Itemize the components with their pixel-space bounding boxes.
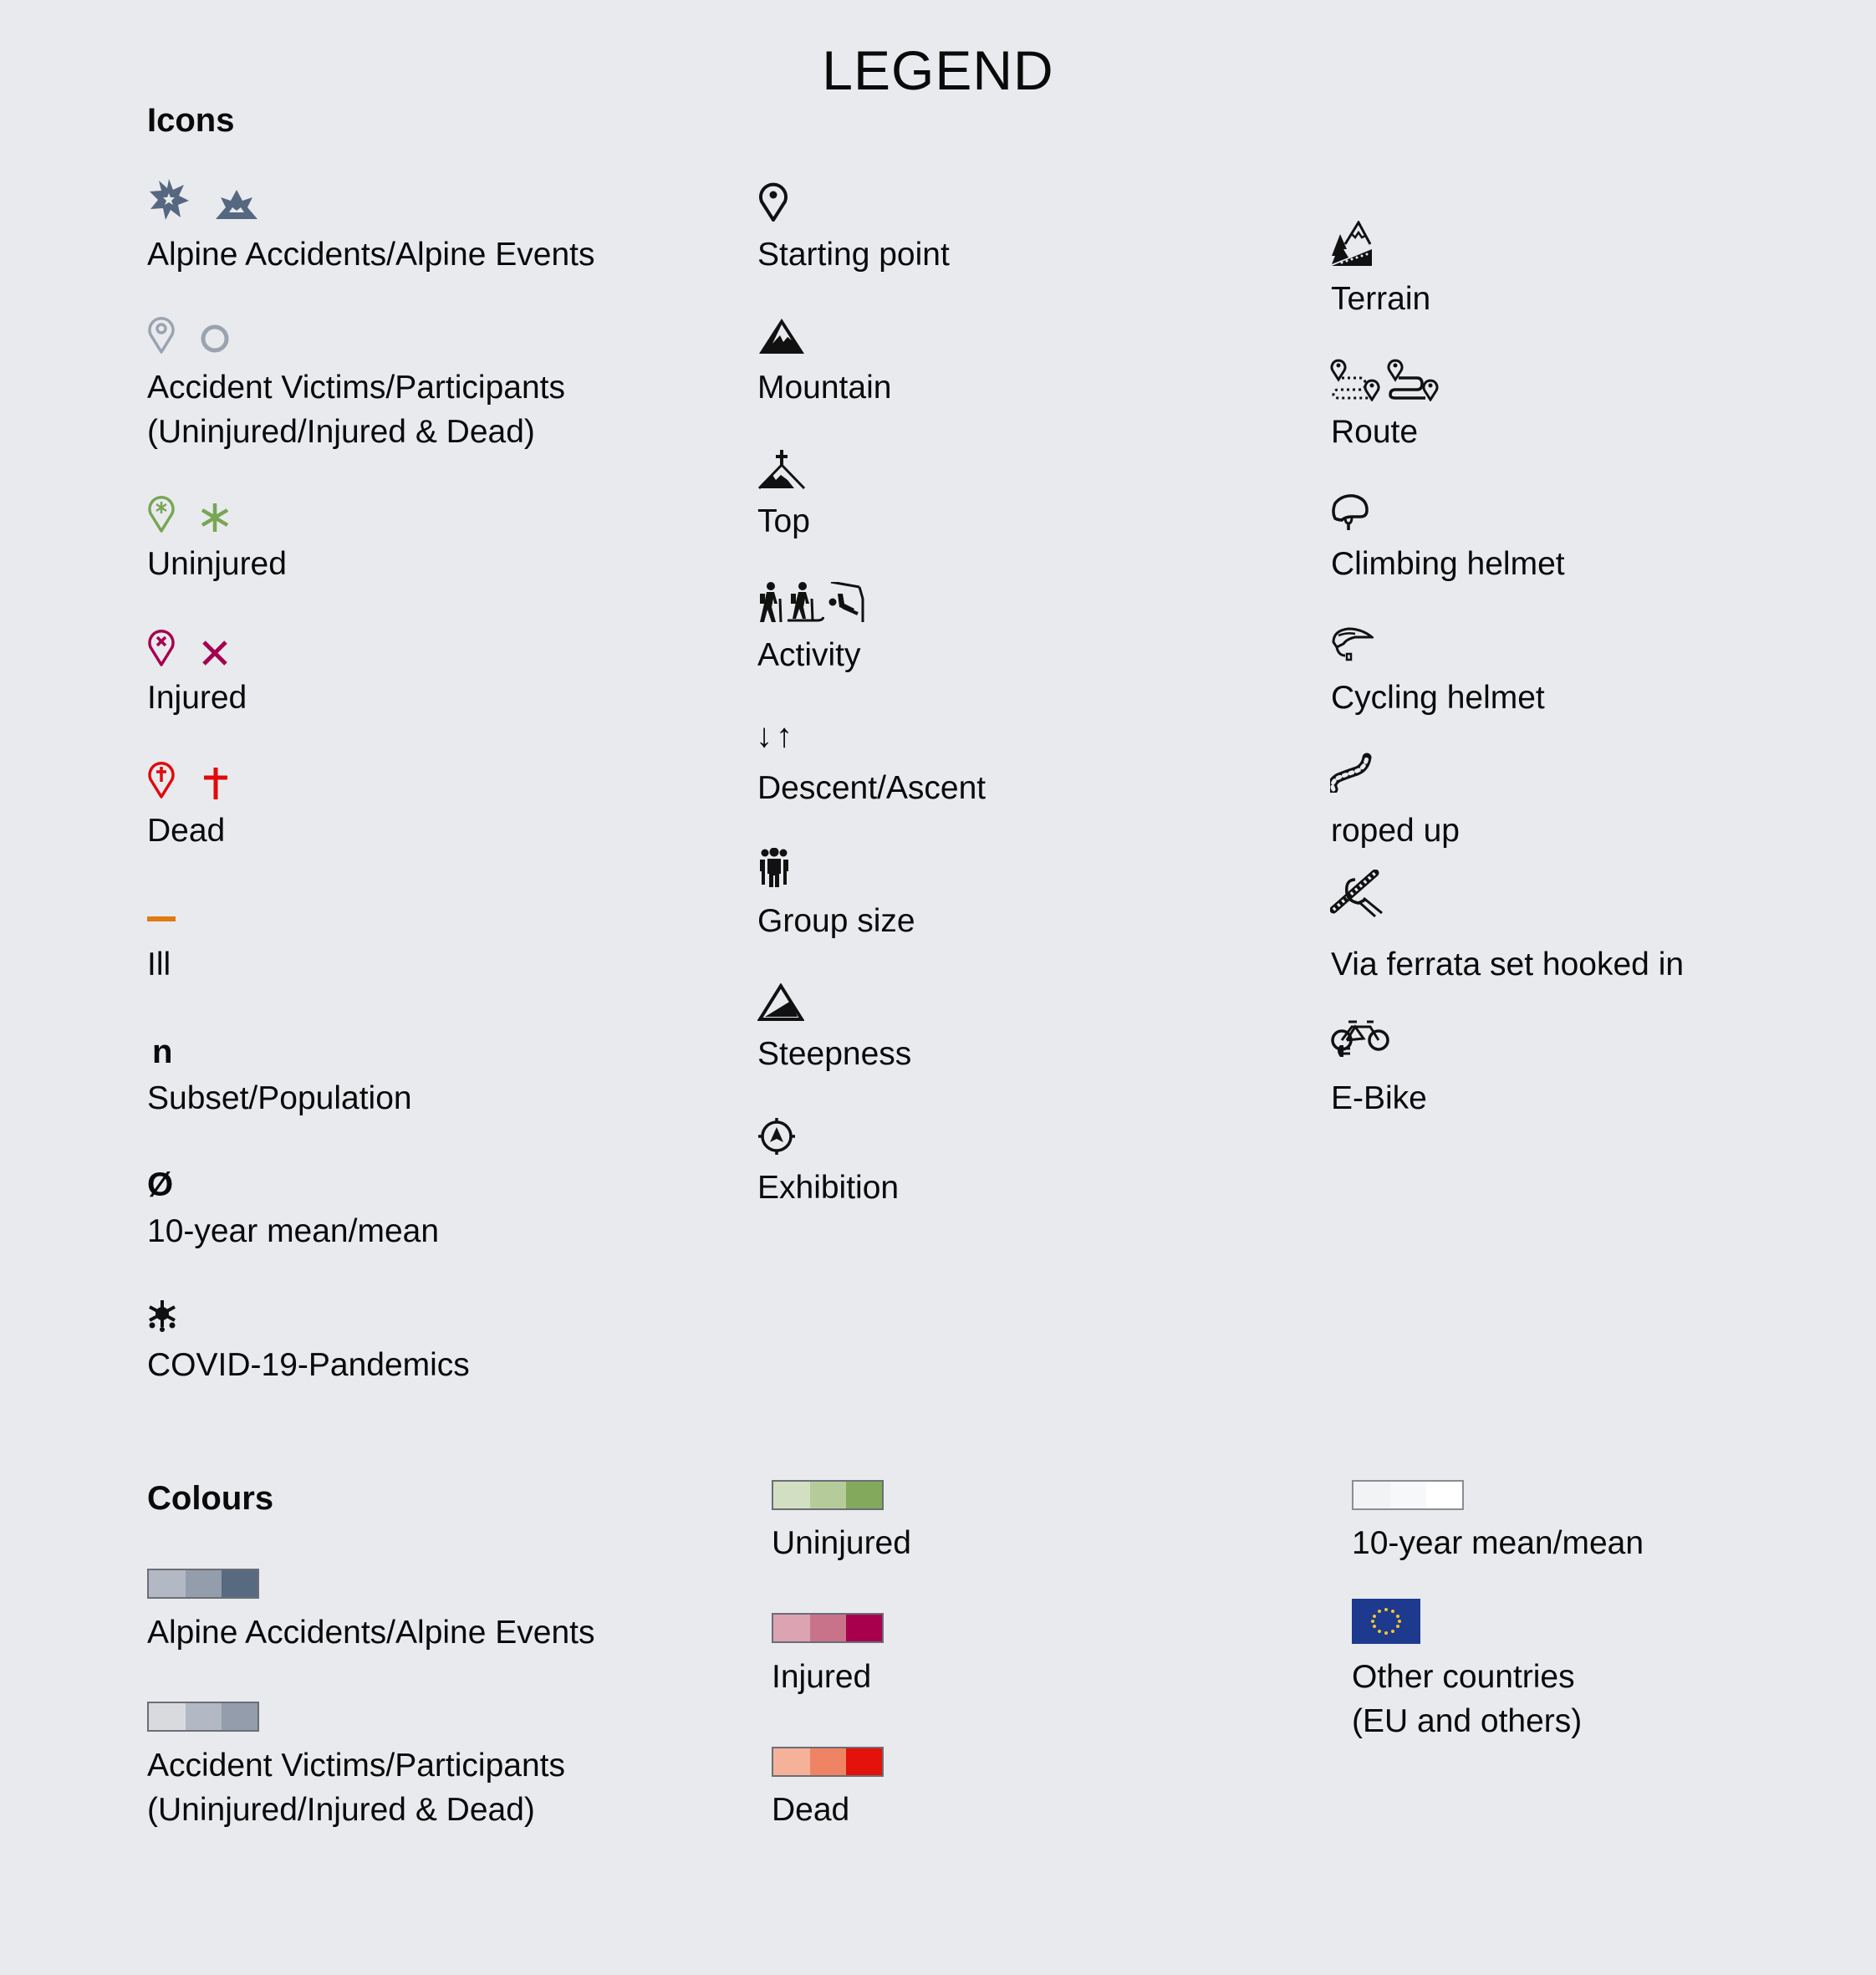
- route-icons: [1330, 356, 1439, 401]
- activity-icons: [757, 582, 866, 622]
- legend-item-victims-icons: [147, 316, 231, 355]
- injured-pin-icon: [147, 629, 176, 667]
- legend-label-descent-ascent: Descent/Ascent: [757, 770, 986, 806]
- summit-cross-icon: [757, 450, 806, 494]
- colour-label-other-countries: Other countries: [1352, 1659, 1575, 1695]
- alpine-event-crown-icon: [214, 189, 259, 221]
- injured-cross-icon: [199, 639, 231, 667]
- legend-label-cycling-helmet: Cycling helmet: [1331, 680, 1545, 716]
- colour-label-alpine-accidents: Alpine Accidents/Alpine Events: [147, 1615, 595, 1651]
- legend-label-uninjured: Uninjured: [147, 546, 287, 582]
- legend-label-exhibition: Exhibition: [757, 1170, 900, 1206]
- terrain-icon: [1330, 221, 1374, 272]
- climbing-helmet-icon: [1330, 493, 1370, 536]
- dead-pin-icon: [147, 761, 176, 799]
- legend-label-victims: Accident Victims/Participants: [147, 370, 565, 406]
- dead-cross-icon: [199, 766, 231, 799]
- victim-pin-icon: [147, 316, 176, 355]
- mountain-icon: [757, 317, 806, 360]
- legend-label-ill: Ill: [147, 947, 171, 982]
- legend-item-injured-icons: [147, 629, 231, 667]
- legend-label-activity: Activity: [757, 637, 861, 673]
- via-ferrata-icon: [1330, 870, 1385, 922]
- e-bike-icon: [1330, 1020, 1390, 1064]
- uninjured-asterisk-icon: [199, 502, 231, 533]
- legend-label-injured: Injured: [147, 680, 247, 716]
- cycling-helmet-icon: [1330, 625, 1374, 666]
- legend-label-dead: Dead: [147, 813, 226, 849]
- swatch-dead: [772, 1747, 884, 1777]
- legend-item-uninjured-icons: [147, 495, 231, 533]
- legend-label-starting-point: Starting point: [757, 237, 950, 273]
- legend-label-covid: COVID-19-Pandemics: [147, 1347, 470, 1383]
- colour-label-victims-line2: (Uninjured/Injured & Dead): [147, 1792, 535, 1828]
- uninjured-pin-icon: [147, 495, 176, 533]
- eu-flag-icon: [1352, 1599, 1420, 1644]
- group-icon: [757, 848, 791, 892]
- covid-virus-icon: [147, 1299, 177, 1336]
- swatch-injured: [772, 1613, 884, 1643]
- legend-label-mountain: Mountain: [757, 370, 892, 406]
- colour-label-injured: Injured: [772, 1659, 872, 1695]
- steepness-icon: [757, 983, 804, 1026]
- route-dotted-icon: [1330, 356, 1382, 401]
- legend-label-terrain: Terrain: [1331, 281, 1431, 317]
- colour-label-uninjured: Uninjured: [772, 1525, 911, 1561]
- starting-point-pin-icon: [757, 181, 789, 227]
- chairlift-icon: [828, 582, 866, 622]
- legend-label-e-bike: E-Bike: [1331, 1080, 1427, 1116]
- victim-circle-icon: [199, 323, 231, 355]
- ski-tourer-icon: [788, 582, 824, 622]
- rope-icon: [1330, 753, 1374, 797]
- icons-heading: Icons: [147, 102, 235, 139]
- legend-label-top: Top: [757, 503, 810, 539]
- colour-label-victims: Accident Victims/Participants: [147, 1748, 565, 1784]
- legend-label-subset: Subset/Population: [147, 1080, 412, 1116]
- legend-label-victims-line2: (Uninjured/Injured & Dead): [147, 414, 535, 450]
- swatch-alpine-accidents: [147, 1569, 259, 1599]
- subset-n-symbol: n: [152, 1033, 173, 1070]
- legend-label-roped-up: roped up: [1331, 813, 1460, 849]
- swatch-victims: [147, 1702, 259, 1732]
- legend-label-group-size: Group size: [757, 903, 915, 939]
- legend-item-dead-icons: [147, 761, 231, 799]
- route-solid-icon: [1387, 356, 1439, 401]
- legend-label-mean: 10-year mean/mean: [147, 1213, 440, 1249]
- colour-label-dead: Dead: [772, 1792, 850, 1828]
- legend-label-steepness: Steepness: [757, 1036, 912, 1072]
- legend-item-alpine-accidents-icons: [147, 177, 259, 221]
- colour-label-mean: 10-year mean/mean: [1352, 1525, 1644, 1561]
- legend-label-alpine-accidents: Alpine Accidents/Alpine Events: [147, 237, 595, 273]
- legend-label-via-ferrata: Via ferrata set hooked in: [1331, 947, 1685, 982]
- page-title: LEGEND: [822, 39, 1054, 101]
- swatch-mean: [1352, 1480, 1464, 1510]
- hiker-icon: [757, 582, 784, 622]
- alpine-accident-star-icon: [147, 177, 191, 221]
- exposure-compass-icon: [757, 1117, 796, 1160]
- legend-label-climbing-helmet: Climbing helmet: [1331, 546, 1565, 582]
- mean-symbol: Ø: [147, 1166, 174, 1203]
- legend-label-route: Route: [1331, 414, 1419, 450]
- colours-heading: Colours: [147, 1480, 274, 1517]
- ill-dash-icon: [147, 916, 176, 921]
- colour-label-other-countries-line2: (EU and others): [1352, 1703, 1583, 1739]
- descent-ascent-arrows-icon: ↓↑: [756, 717, 796, 754]
- swatch-uninjured: [772, 1480, 884, 1510]
